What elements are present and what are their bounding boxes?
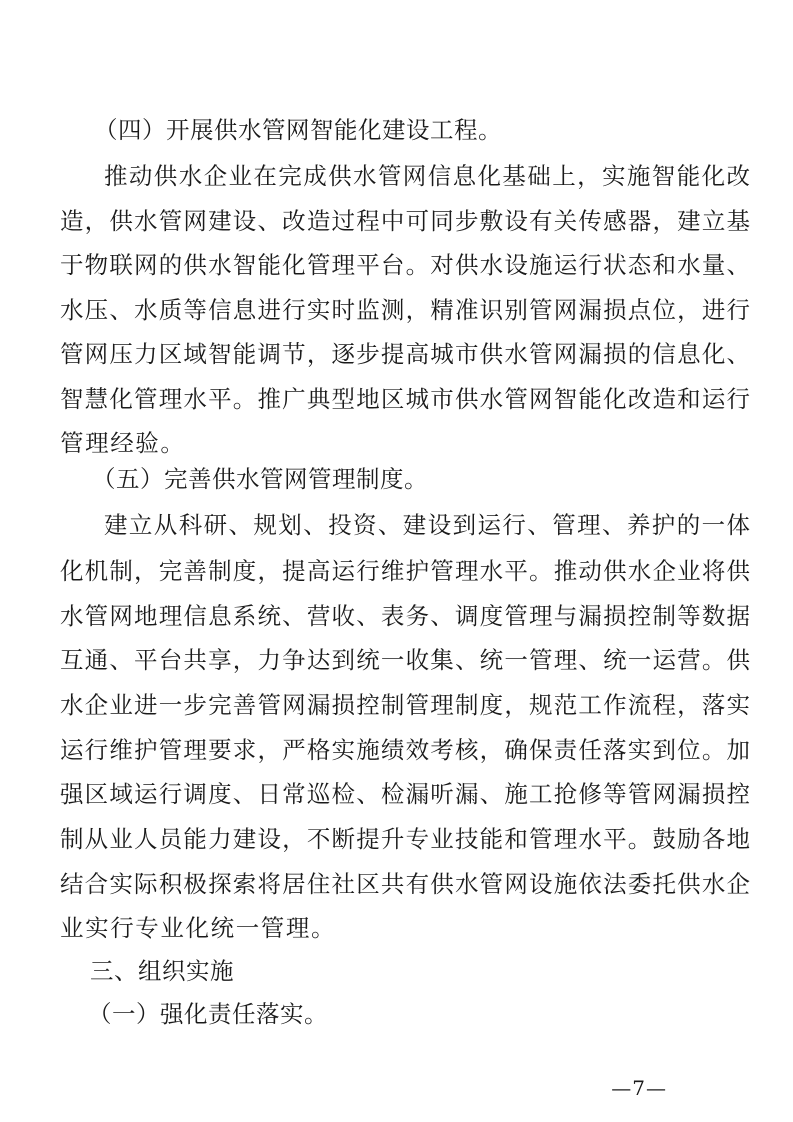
section-5-line-10: 业实行专业化统一管理。 — [60, 914, 337, 942]
section-5-line-6: 运行维护管理要求，严格实施绩效考核，确保责任落实到位。加 — [60, 736, 750, 764]
section-5-line-5: 水企业进一步完善管网漏损控制管理制度，规范工作流程，落实 — [60, 691, 750, 719]
section-5-line-1: 建立从科研、规划、投资、建设到运行、管理、养护的一体 — [104, 511, 750, 539]
section-5-line-4: 互通、平台共享，力争达到统一收集、统一管理、统一运营。供 — [60, 646, 750, 674]
section-4-line-7: 管理经验。 — [60, 429, 186, 457]
section-5-line-3: 水管网地理信息系统、营收、表务、调度管理与漏损控制等数据 — [60, 602, 750, 630]
section-5-line-8: 制从业人员能力建设，不断提升专业技能和管理水平。鼓励各地 — [60, 825, 750, 853]
section-4-line-4: 水压、水质等信息进行实时监测，精准识别管网漏损点位，进行 — [60, 296, 750, 324]
section-5-line-2: 化机制，完善制度，提高运行维护管理水平。推动供水企业将供 — [60, 557, 750, 585]
subsection-1-heading: （一）强化责任落实。 — [88, 1000, 328, 1028]
section-4-line-5: 管网压力区域智能调节，逐步提高城市供水管网漏损的信息化、 — [60, 340, 750, 368]
section-4-line-6: 智慧化管理水平。推广典型地区城市供水管网智能化改造和运行 — [60, 385, 750, 413]
page-number: —7— — [611, 1076, 667, 1100]
section-5-line-7: 强区域运行调度、日常巡检、检漏听漏、施工抢修等管网漏损控 — [60, 780, 750, 808]
chapter-3-heading: 三、组织实施 — [90, 957, 234, 985]
section-4-line-2: 造，供水管网建设、改造过程中可同步敷设有关传感器，建立基 — [60, 207, 750, 235]
section-4-heading: （四）开展供水管网智能化建设工程。 — [94, 116, 502, 144]
section-4-line-1: 推动供水企业在完成供水管网信息化基础上，实施智能化改 — [104, 162, 750, 190]
section-4-line-3: 于物联网的供水智能化管理平台。对供水设施运行状态和水量、 — [60, 251, 750, 279]
section-5-heading: （五）完善供水管网管理制度。 — [92, 465, 428, 493]
section-5-line-9: 结合实际积极探索将居住社区共有供水管网设施依法委托供水企 — [60, 870, 750, 898]
